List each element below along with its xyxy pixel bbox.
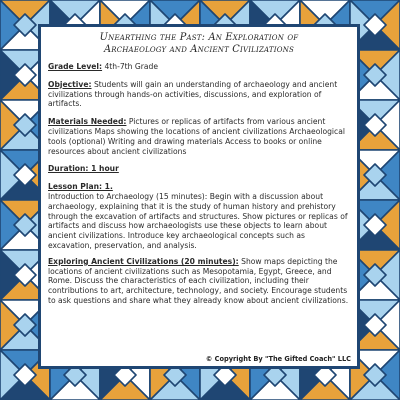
materials-text: Pictures or replicas of artifacts from various ancient civilizations Maps showing the locations of ancient civilizations Archaeological tools (optional) Writing and drawing materials Access to books or online resources about ancient civilizations [48,117,345,156]
objective-text: Students will gain an understanding of archaeology and ancient civilizations through hands-on activities, discussions, and exploration of artifacts. [48,79,338,109]
duration-label: Duration: 1 hour [48,164,119,174]
title-line-2: Archaeology and Ancient Civilizations [103,44,295,55]
copyright-notice: © Copyright By "The Gifted Coach" LLC [205,355,351,363]
lesson-plan-section [48,182,350,251]
exploring-label: Exploring Ancient Civilizations (20 minutes): [48,256,239,266]
title-line-1: Unearthing the Past: An Exploration of [99,32,299,43]
grade-level-section [48,62,350,72]
lesson-plan-text: Introduction to Archaeology (15 minutes): Begin with a discussion about archaeology, explaining that it is the study of human history and prehistory through the excavation of artifacts and structures. Show pictures or replicas of artifacts and discuss how archaeologists use these objects to learn about ancient civilizations. Introduce key archaeological concepts such as excavation, preservation, and analysis. [48,191,348,250]
grade-level-label: Grade Level: [48,62,103,71]
grade-level-value: 4th-7th Grade [102,62,159,71]
lesson-plan-label: Lesson Plan: 1. [48,182,113,192]
lesson-card [38,24,360,369]
duration-section [48,164,350,174]
objective-label: Objective: [48,79,92,89]
materials-label: Materials Needed: [48,117,127,127]
objective-section [48,80,350,109]
exploring-section [48,257,350,306]
document-title [48,32,350,56]
materials-section [48,117,350,156]
exploring-text: Show maps depicting the locations of ancient civilizations such as Mesopotamia, Egypt, Greece, and Rome. Discuss the characteristics of each civilization, including their contributions to art, architecture, technology, and society. Encourage students to ask questions and share what they already know about ancient civilizations. [48,256,349,305]
